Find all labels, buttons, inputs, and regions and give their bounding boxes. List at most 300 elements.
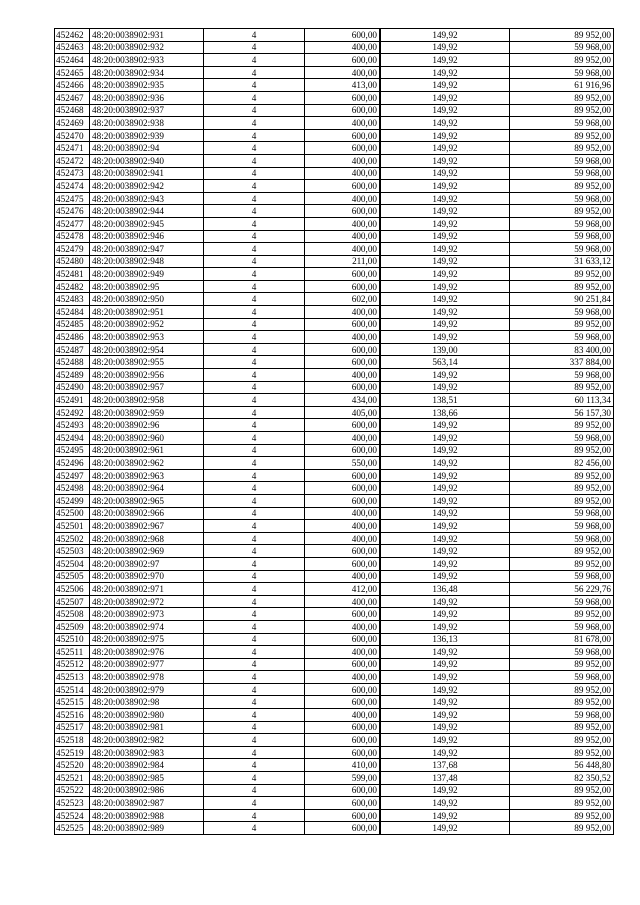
category-cell: 4 (204, 91, 305, 104)
specific-value-cell: 149,92 (380, 646, 510, 659)
cadastral-number-cell: 48:20:0038902:946 (90, 230, 204, 243)
specific-value-cell: 149,92 (380, 230, 510, 243)
category-cell: 4 (204, 79, 305, 92)
row-id-cell: 452519 (55, 746, 90, 759)
specific-value-cell: 149,92 (380, 205, 510, 218)
cadastral-number-cell: 48:20:0038902:958 (90, 394, 204, 407)
table-row (55, 331, 614, 344)
cadastral-value-cell: 59 968,00 (510, 620, 614, 633)
category-cell: 4 (204, 494, 305, 507)
cadastral-value-cell: 89 952,00 (510, 268, 614, 281)
table-row (55, 192, 614, 205)
row-id-cell: 452491 (55, 394, 90, 407)
row-id-cell: 452512 (55, 658, 90, 671)
cadastral-number-cell: 48:20:0038902:948 (90, 255, 204, 268)
category-cell: 4 (204, 797, 305, 810)
cadastral-value-cell: 89 952,00 (510, 696, 614, 709)
specific-value-cell: 149,92 (380, 154, 510, 167)
cadastral-value-cell: 89 952,00 (510, 797, 614, 810)
cadastral-value-cell: 89 952,00 (510, 809, 614, 822)
specific-value-cell: 138,51 (380, 394, 510, 407)
cadastral-value-cell: 56 157,30 (510, 406, 614, 419)
cadastral-number-cell: 48:20:0038902:959 (90, 406, 204, 419)
area-cell: 412,00 (305, 583, 381, 596)
table-row (55, 180, 614, 193)
area-cell: 211,00 (305, 255, 381, 268)
area-cell: 600,00 (305, 343, 381, 356)
table-row (55, 268, 614, 281)
specific-value-cell: 149,92 (380, 822, 510, 835)
cadastral-number-cell: 48:20:0038902:935 (90, 79, 204, 92)
cadastral-number-cell: 48:20:0038902:950 (90, 293, 204, 306)
category-cell: 4 (204, 419, 305, 432)
specific-value-cell: 149,92 (380, 557, 510, 570)
row-id-cell: 452502 (55, 532, 90, 545)
cadastral-value-cell: 59 968,00 (510, 570, 614, 583)
cadastral-number-cell: 48:20:0038902:964 (90, 482, 204, 495)
area-cell: 434,00 (305, 394, 381, 407)
area-cell: 400,00 (305, 507, 381, 520)
category-cell: 4 (204, 205, 305, 218)
area-cell: 400,00 (305, 432, 381, 445)
table-row (55, 54, 614, 67)
row-id-cell: 452465 (55, 66, 90, 79)
specific-value-cell: 149,92 (380, 217, 510, 230)
row-id-cell: 452500 (55, 507, 90, 520)
category-cell: 4 (204, 469, 305, 482)
area-cell: 600,00 (305, 658, 381, 671)
area-cell: 400,00 (305, 369, 381, 382)
table-row (55, 809, 614, 822)
cadastral-number-cell: 48:20:0038902:932 (90, 41, 204, 54)
table-row (55, 369, 614, 382)
cadastral-number-cell: 48:20:0038902:951 (90, 306, 204, 319)
cadastral-number-cell: 48:20:0038902:953 (90, 331, 204, 344)
area-cell: 600,00 (305, 608, 381, 621)
table-row (55, 79, 614, 92)
specific-value-cell: 149,92 (380, 192, 510, 205)
row-id-cell: 452462 (55, 29, 90, 42)
table-row (55, 759, 614, 772)
table-row (55, 381, 614, 394)
row-id-cell: 452495 (55, 444, 90, 457)
area-cell: 600,00 (305, 129, 381, 142)
cadastral-number-cell: 48:20:0038902:982 (90, 734, 204, 747)
table-row (55, 205, 614, 218)
table-row (55, 117, 614, 130)
specific-value-cell: 149,92 (380, 482, 510, 495)
table-row (55, 343, 614, 356)
category-cell: 4 (204, 532, 305, 545)
cadastral-number-cell: 48:20:0038902:938 (90, 117, 204, 130)
cadastral-value-cell: 89 952,00 (510, 494, 614, 507)
cadastral-number-cell: 48:20:0038902:931 (90, 29, 204, 42)
table-row (55, 683, 614, 696)
row-id-cell: 452516 (55, 709, 90, 722)
category-cell: 4 (204, 696, 305, 709)
cadastral-number-cell: 48:20:0038902:942 (90, 180, 204, 193)
row-id-cell: 452471 (55, 142, 90, 155)
row-id-cell: 452510 (55, 633, 90, 646)
area-cell: 600,00 (305, 444, 381, 457)
cadastral-value-cell: 59 968,00 (510, 595, 614, 608)
cadastral-value-cell: 89 952,00 (510, 444, 614, 457)
row-id-cell: 452505 (55, 570, 90, 583)
specific-value-cell: 149,92 (380, 306, 510, 319)
table-row (55, 658, 614, 671)
area-cell: 400,00 (305, 620, 381, 633)
cadastral-number-cell: 48:20:0038902:939 (90, 129, 204, 142)
specific-value-cell: 149,92 (380, 734, 510, 747)
specific-value-cell: 138,66 (380, 406, 510, 419)
cadastral-number-cell: 48:20:0038902:936 (90, 91, 204, 104)
row-id-cell: 452515 (55, 696, 90, 709)
row-id-cell: 452464 (55, 54, 90, 67)
cadastral-number-cell: 48:20:0038902:97 (90, 557, 204, 570)
specific-value-cell: 149,92 (380, 683, 510, 696)
cadastral-value-cell: 89 952,00 (510, 419, 614, 432)
category-cell: 4 (204, 306, 305, 319)
row-id-cell: 452488 (55, 356, 90, 369)
cadastral-value-cell: 59 968,00 (510, 117, 614, 130)
cadastral-value-cell: 89 952,00 (510, 545, 614, 558)
specific-value-cell: 149,92 (380, 809, 510, 822)
specific-value-cell: 149,92 (380, 54, 510, 67)
cadastral-value-cell: 89 952,00 (510, 822, 614, 835)
table-row (55, 280, 614, 293)
cadastral-number-cell: 48:20:0038902:985 (90, 772, 204, 785)
area-cell: 400,00 (305, 306, 381, 319)
area-cell: 400,00 (305, 66, 381, 79)
category-cell: 4 (204, 29, 305, 42)
cadastral-value-cell: 60 113,34 (510, 394, 614, 407)
cadastral-value-cell: 59 968,00 (510, 217, 614, 230)
row-id-cell: 452475 (55, 192, 90, 205)
area-cell: 400,00 (305, 41, 381, 54)
specific-value-cell: 149,92 (380, 419, 510, 432)
area-cell: 599,00 (305, 772, 381, 785)
specific-value-cell: 149,92 (380, 243, 510, 256)
row-id-cell: 452523 (55, 797, 90, 810)
area-cell: 600,00 (305, 494, 381, 507)
cadastral-number-cell: 48:20:0038902:956 (90, 369, 204, 382)
row-id-cell: 452466 (55, 79, 90, 92)
area-cell: 600,00 (305, 180, 381, 193)
row-id-cell: 452497 (55, 469, 90, 482)
category-cell: 4 (204, 507, 305, 520)
row-id-cell: 452477 (55, 217, 90, 230)
area-cell: 410,00 (305, 759, 381, 772)
area-cell: 600,00 (305, 268, 381, 281)
cadastral-value-cell: 56 229,76 (510, 583, 614, 596)
row-id-cell: 452494 (55, 432, 90, 445)
area-cell: 600,00 (305, 54, 381, 67)
cadastral-number-cell: 48:20:0038902:961 (90, 444, 204, 457)
category-cell: 4 (204, 394, 305, 407)
cadastral-number-cell: 48:20:0038902:968 (90, 532, 204, 545)
specific-value-cell: 149,92 (380, 280, 510, 293)
area-cell: 600,00 (305, 356, 381, 369)
specific-value-cell: 149,92 (380, 293, 510, 306)
table-row (55, 469, 614, 482)
specific-value-cell: 149,92 (380, 129, 510, 142)
row-id-cell: 452492 (55, 406, 90, 419)
cadastral-number-cell: 48:20:0038902:969 (90, 545, 204, 558)
category-cell: 4 (204, 545, 305, 558)
specific-value-cell: 149,92 (380, 595, 510, 608)
specific-value-cell: 563,14 (380, 356, 510, 369)
row-id-cell: 452498 (55, 482, 90, 495)
table-row (55, 104, 614, 117)
row-id-cell: 452467 (55, 91, 90, 104)
cadastral-number-cell: 48:20:0038902:94 (90, 142, 204, 155)
row-id-cell: 452478 (55, 230, 90, 243)
cadastral-value-table (54, 28, 614, 835)
cadastral-number-cell: 48:20:0038902:979 (90, 683, 204, 696)
cadastral-number-cell: 48:20:0038902:947 (90, 243, 204, 256)
cadastral-value-cell: 59 968,00 (510, 532, 614, 545)
area-cell: 400,00 (305, 192, 381, 205)
table-row (55, 784, 614, 797)
table-row (55, 532, 614, 545)
category-cell: 4 (204, 772, 305, 785)
row-id-cell: 452520 (55, 759, 90, 772)
row-id-cell: 452481 (55, 268, 90, 281)
category-cell: 4 (204, 255, 305, 268)
row-id-cell: 452484 (55, 306, 90, 319)
specific-value-cell: 149,92 (380, 41, 510, 54)
category-cell: 4 (204, 104, 305, 117)
table-row (55, 709, 614, 722)
category-cell: 4 (204, 129, 305, 142)
category-cell: 4 (204, 356, 305, 369)
table-row (55, 167, 614, 180)
category-cell: 4 (204, 331, 305, 344)
area-cell: 400,00 (305, 217, 381, 230)
area-cell: 600,00 (305, 822, 381, 835)
cadastral-value-cell: 89 952,00 (510, 91, 614, 104)
row-id-cell: 452469 (55, 117, 90, 130)
specific-value-cell: 149,92 (380, 494, 510, 507)
category-cell: 4 (204, 671, 305, 684)
cadastral-number-cell: 48:20:0038902:986 (90, 784, 204, 797)
specific-value-cell: 136,13 (380, 633, 510, 646)
category-cell: 4 (204, 646, 305, 659)
cadastral-number-cell: 48:20:0038902:949 (90, 268, 204, 281)
row-id-cell: 452496 (55, 457, 90, 470)
specific-value-cell: 137,48 (380, 772, 510, 785)
cadastral-value-cell: 61 916,96 (510, 79, 614, 92)
cadastral-value-cell: 59 968,00 (510, 66, 614, 79)
specific-value-cell: 149,92 (380, 66, 510, 79)
row-id-cell: 452517 (55, 721, 90, 734)
cadastral-number-cell: 48:20:0038902:940 (90, 154, 204, 167)
specific-value-cell: 149,92 (380, 117, 510, 130)
cadastral-value-cell: 59 968,00 (510, 507, 614, 520)
row-id-cell: 452480 (55, 255, 90, 268)
category-cell: 4 (204, 520, 305, 533)
table-row (55, 520, 614, 533)
area-cell: 600,00 (305, 318, 381, 331)
cadastral-number-cell: 48:20:0038902:954 (90, 343, 204, 356)
row-id-cell: 452518 (55, 734, 90, 747)
specific-value-cell: 149,92 (380, 381, 510, 394)
cadastral-number-cell: 48:20:0038902:976 (90, 646, 204, 659)
category-cell: 4 (204, 608, 305, 621)
cadastral-number-cell: 48:20:0038902:963 (90, 469, 204, 482)
row-id-cell: 452501 (55, 520, 90, 533)
row-id-cell: 452506 (55, 583, 90, 596)
cadastral-number-cell: 48:20:0038902:941 (90, 167, 204, 180)
cadastral-value-cell: 59 968,00 (510, 230, 614, 243)
area-cell: 600,00 (305, 721, 381, 734)
cadastral-number-cell: 48:20:0038902:987 (90, 797, 204, 810)
cadastral-number-cell: 48:20:0038902:960 (90, 432, 204, 445)
category-cell: 4 (204, 809, 305, 822)
area-cell: 600,00 (305, 683, 381, 696)
table-row (55, 457, 614, 470)
row-id-cell: 452485 (55, 318, 90, 331)
category-cell: 4 (204, 154, 305, 167)
specific-value-cell: 149,92 (380, 532, 510, 545)
category-cell: 4 (204, 268, 305, 281)
cadastral-number-cell: 48:20:0038902:965 (90, 494, 204, 507)
area-cell: 600,00 (305, 746, 381, 759)
table-row (55, 154, 614, 167)
cadastral-value-cell: 89 952,00 (510, 29, 614, 42)
cadastral-value-cell: 82 456,00 (510, 457, 614, 470)
specific-value-cell: 149,92 (380, 696, 510, 709)
row-id-cell: 452468 (55, 104, 90, 117)
table-row (55, 482, 614, 495)
area-cell: 400,00 (305, 532, 381, 545)
cadastral-number-cell: 48:20:0038902:974 (90, 620, 204, 633)
cadastral-value-cell: 337 884,00 (510, 356, 614, 369)
row-id-cell: 452470 (55, 129, 90, 142)
row-id-cell: 452508 (55, 608, 90, 621)
table-row (55, 432, 614, 445)
category-cell: 4 (204, 595, 305, 608)
category-cell: 4 (204, 432, 305, 445)
table-row (55, 356, 614, 369)
area-cell: 600,00 (305, 557, 381, 570)
cadastral-number-cell: 48:20:0038902:972 (90, 595, 204, 608)
category-cell: 4 (204, 709, 305, 722)
table-row (55, 671, 614, 684)
category-cell: 4 (204, 734, 305, 747)
cadastral-value-cell: 59 968,00 (510, 192, 614, 205)
specific-value-cell: 149,92 (380, 268, 510, 281)
category-cell: 4 (204, 180, 305, 193)
row-id-cell: 452521 (55, 772, 90, 785)
table-row (55, 595, 614, 608)
area-cell: 600,00 (305, 545, 381, 558)
area-cell: 600,00 (305, 797, 381, 810)
specific-value-cell: 136,48 (380, 583, 510, 596)
cadastral-value-cell: 89 952,00 (510, 381, 614, 394)
category-cell: 4 (204, 381, 305, 394)
row-id-cell: 452479 (55, 243, 90, 256)
cadastral-value-cell: 89 952,00 (510, 129, 614, 142)
cadastral-value-cell: 89 952,00 (510, 784, 614, 797)
specific-value-cell: 149,92 (380, 255, 510, 268)
specific-value-cell: 149,92 (380, 746, 510, 759)
table-row (55, 29, 614, 42)
table-row (55, 129, 614, 142)
cadastral-value-cell: 90 251,84 (510, 293, 614, 306)
specific-value-cell: 149,92 (380, 457, 510, 470)
area-cell: 600,00 (305, 784, 381, 797)
cadastral-value-cell: 89 952,00 (510, 482, 614, 495)
category-cell: 4 (204, 570, 305, 583)
cadastral-value-cell: 89 952,00 (510, 142, 614, 155)
cadastral-number-cell: 48:20:0038902:980 (90, 709, 204, 722)
area-cell: 600,00 (305, 205, 381, 218)
area-cell: 400,00 (305, 230, 381, 243)
cadastral-value-cell: 89 952,00 (510, 280, 614, 293)
cadastral-value-cell: 89 952,00 (510, 54, 614, 67)
specific-value-cell: 139,00 (380, 343, 510, 356)
cadastral-value-cell: 89 952,00 (510, 469, 614, 482)
cadastral-value-cell: 59 968,00 (510, 167, 614, 180)
specific-value-cell: 149,92 (380, 318, 510, 331)
row-id-cell: 452463 (55, 41, 90, 54)
cadastral-number-cell: 48:20:0038902:945 (90, 217, 204, 230)
table-row (55, 772, 614, 785)
category-cell: 4 (204, 117, 305, 130)
table-row (55, 41, 614, 54)
cadastral-number-cell: 48:20:0038902:98 (90, 696, 204, 709)
cadastral-value-cell: 89 952,00 (510, 683, 614, 696)
cadastral-value-cell: 89 952,00 (510, 608, 614, 621)
cadastral-number-cell: 48:20:0038902:988 (90, 809, 204, 822)
category-cell: 4 (204, 557, 305, 570)
specific-value-cell: 149,92 (380, 608, 510, 621)
table-row (55, 230, 614, 243)
category-cell: 4 (204, 192, 305, 205)
table-row (55, 608, 614, 621)
cadastral-value-cell: 56 448,80 (510, 759, 614, 772)
table-row (55, 620, 614, 633)
row-id-cell: 452499 (55, 494, 90, 507)
cadastral-value-cell: 89 952,00 (510, 180, 614, 193)
cadastral-number-cell: 48:20:0038902:978 (90, 671, 204, 684)
table-row (55, 797, 614, 810)
category-cell: 4 (204, 658, 305, 671)
area-cell: 405,00 (305, 406, 381, 419)
cadastral-value-cell: 59 968,00 (510, 331, 614, 344)
category-cell: 4 (204, 318, 305, 331)
category-cell: 4 (204, 444, 305, 457)
specific-value-cell: 149,92 (380, 180, 510, 193)
table-row (55, 293, 614, 306)
specific-value-cell: 149,92 (380, 91, 510, 104)
cadastral-value-cell: 59 968,00 (510, 520, 614, 533)
cadastral-value-cell: 89 952,00 (510, 557, 614, 570)
category-cell: 4 (204, 746, 305, 759)
cadastral-number-cell: 48:20:0038902:955 (90, 356, 204, 369)
row-id-cell: 452486 (55, 331, 90, 344)
row-id-cell: 452507 (55, 595, 90, 608)
area-cell: 600,00 (305, 280, 381, 293)
row-id-cell: 452473 (55, 167, 90, 180)
area-cell: 400,00 (305, 243, 381, 256)
table-row (55, 721, 614, 734)
category-cell: 4 (204, 66, 305, 79)
row-id-cell: 452483 (55, 293, 90, 306)
category-cell: 4 (204, 721, 305, 734)
specific-value-cell: 149,92 (380, 671, 510, 684)
